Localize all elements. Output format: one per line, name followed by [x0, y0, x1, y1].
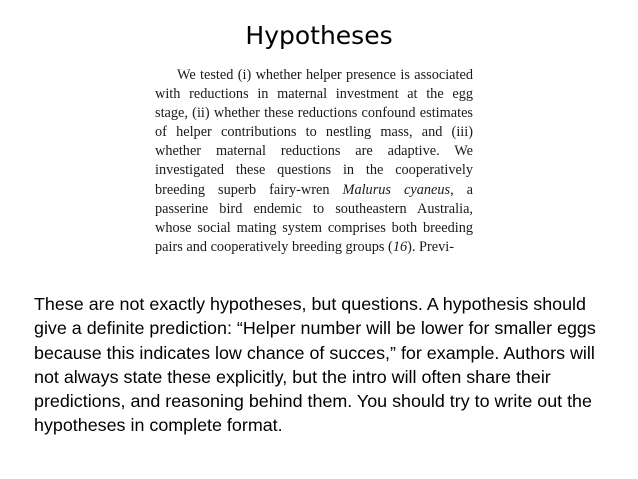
commentary-text: These are not exactly hypotheses, but questions. A hypothesis should give a definite prediction: “Helper number will be lower for smaller eggs because this indicates low chance of succes,” for example. Authors will not always state these explicitly, but the intro will often share their predictions, and reasoning behind them. You should try to write out the hypotheses in complete format.	[34, 294, 596, 436]
excerpt-text-part1: We tested (i) whether helper presence is associated with reductions in maternal investment at the egg stage, (ii) whether these reductions confound estimates of helper contributions to nestling mass, and (iii) whether maternal reductions are adaptive. We investigated these questions in the cooperatively breeding superb fairy-wren	[155, 67, 473, 198]
paper-excerpt-image	[155, 66, 473, 257]
excerpt-text-part2: , a passerine bird endemic to southeastern Australia, whose social mating system comprises both breeding pairs and cooperatively breeding groups (	[155, 181, 474, 255]
excerpt-citation-number: 16	[392, 238, 408, 255]
slide-title: Hypotheses	[245, 21, 393, 50]
excerpt-species-name: Malurus cyaneus	[342, 181, 451, 198]
excerpt-text-part3: ). Previ-	[407, 238, 454, 255]
